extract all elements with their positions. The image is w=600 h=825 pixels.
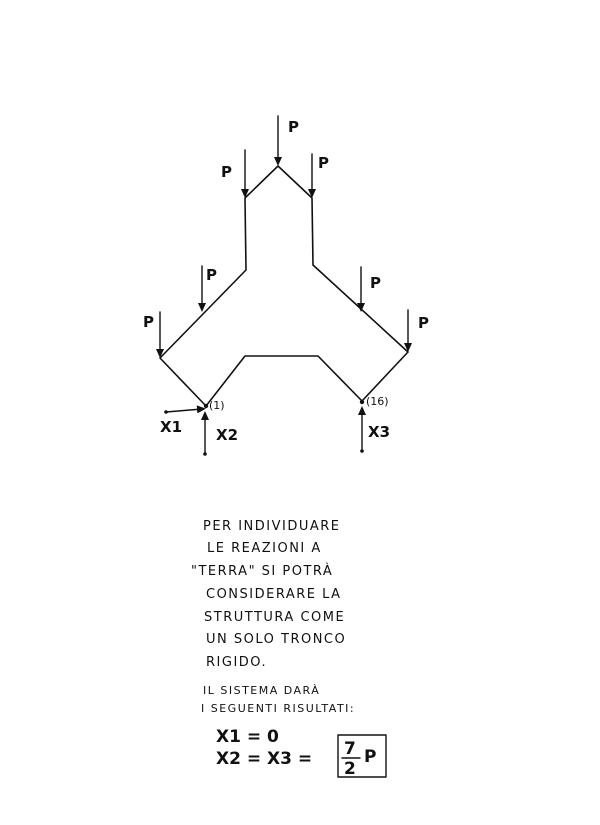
load-label-upper-left: P (221, 163, 232, 181)
reactions (160, 395, 390, 456)
note-line: I SEGUENTI RISULTATI: (201, 702, 356, 715)
note-line: RIGIDO. (206, 655, 268, 670)
support-node-right (360, 400, 364, 404)
node-label-right: (16) (366, 395, 389, 408)
node-label-left: (1) (209, 399, 225, 412)
load-labels (143, 118, 429, 332)
fraction-denominator: 2 (344, 759, 356, 779)
x3-label: X3 (368, 423, 391, 441)
note-line: LE REAZIONI A (207, 541, 322, 556)
x1-label: X1 (160, 418, 183, 436)
note-line: CONSIDERARE LA (206, 587, 342, 602)
note-line: STRUTTURA COME (204, 610, 346, 625)
x2-label: X2 (216, 426, 239, 444)
note-block (191, 519, 386, 779)
load-label-upper-right: P (318, 154, 329, 172)
result-x1: X1 = 0 (216, 727, 279, 747)
load-label-lower-right: P (418, 314, 429, 332)
result-x2-x3: X2 = X3 = (216, 749, 313, 769)
note-line: "TERRA" SI POTRÀ (191, 564, 334, 579)
load-label-mid-left: P (206, 266, 217, 284)
note-line: PER INDIVIDUARE (203, 519, 341, 534)
support-node-left (204, 404, 208, 408)
load-label-mid-right: P (370, 274, 381, 292)
fraction-numerator: 7 (344, 739, 356, 759)
load-label-lower-left: P (143, 313, 154, 331)
fraction-variable: P (364, 747, 377, 767)
note-line: UN SOLO TRONCO (206, 632, 347, 647)
note-line: IL SISTEMA DARÀ (203, 684, 321, 697)
x1-arrow (166, 409, 202, 412)
load-label-top: P (288, 118, 299, 136)
